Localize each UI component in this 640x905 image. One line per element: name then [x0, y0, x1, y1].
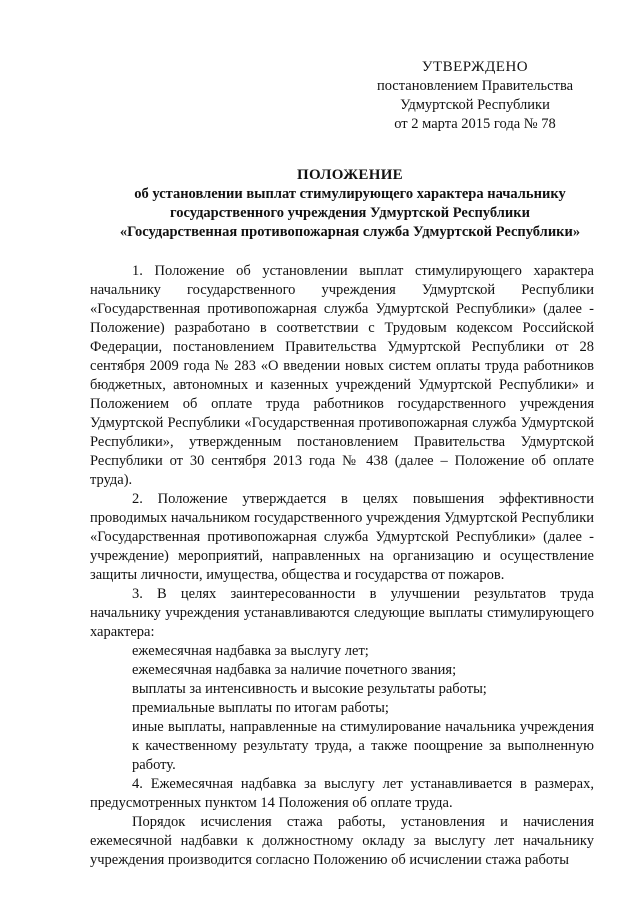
list-item: премиальные выплаты по итогам работы;	[132, 700, 389, 716]
title-line-2: государственного учреждения Удмуртской Республики	[170, 205, 530, 221]
approval-line-3: от 2 марта 2015 года № 78	[394, 116, 556, 132]
paragraph-5: Порядок исчисления стажа работы, установления и начисления ежемесячной надбавки к должностному окладу за выслугу лет начальнику учреждения производится согласно Положению об исчислении стажа работы	[90, 814, 594, 868]
title-line-3: «Государственная противопожарная служба Удмуртской Республики»	[119, 224, 581, 240]
list-item: выплаты за интенсивность и высокие результаты работы;	[132, 681, 487, 697]
list-item: ежемесячная надбавка за выслугу лет;	[132, 643, 369, 659]
document-title	[80, 166, 620, 242]
paragraph-4: 4. Ежемесячная надбавка за выслугу лет устанавливается в размерах, предусмотренных пунктом 14 Положения об оплате труда.	[90, 776, 594, 811]
approval-stamp: УТВЕРЖДЕНО	[421, 59, 529, 75]
paragraph-3: 3. В целях заинтересованности в улучшении результатов труда начальнику учреждения устанавливаются следующие выплаты стимулирующего характера:	[90, 586, 594, 640]
title-heading: ПОЛОЖЕНИЕ	[297, 167, 403, 183]
approval-block	[370, 58, 580, 134]
list-item: иные выплаты, направленные на стимулирование начальника учреждения к качественному результату труда, а также поощрение за выполненную работу.	[132, 719, 594, 773]
approval-line-1: постановлением Правительства	[376, 78, 574, 94]
paragraph-2: 2. Положение утверждается в целях повышения эффективности проводимых начальником государственного учреждения Удмуртской Республики «Государственная противопожарная служба Удмуртской Республики» (далее - учреждение) мероприятий, направленных на организацию и осуществление защиты личности, имущества, общества и государства от пожаров.	[90, 491, 594, 583]
paragraph-1: 1. Положение об установлении выплат стимулирующего характера начальнику государственного учреждения Удмуртской Республики «Государственная противопожарная служба Удмуртской Республики» (далее - Положение) разработано в соответствии с Трудовым кодексом Российской Федерации, постановлением Правительства Удмуртской Республики от 28 сентября 2009 года № 283 «О введении новых систем оплаты труда работников бюджетных, автономных и казенных учреждений Удмуртской Республики» и Положением об оплате труда работников государственного учреждения Удмуртской Республики «Государственная противопожарная служба Удмуртской Республики», утвержденным постановлением Правительства Удмуртской Республики от 30 сентября 2013 года № 438 (далее – Положение об оплате труда).	[90, 263, 594, 488]
list-item: ежемесячная надбавка за наличие почетного звания;	[132, 662, 457, 678]
title-line-1: об установлении выплат стимулирующего характера начальнику	[134, 186, 566, 202]
document-body	[90, 262, 594, 870]
approval-line-2: Удмуртской Республики	[400, 97, 550, 113]
